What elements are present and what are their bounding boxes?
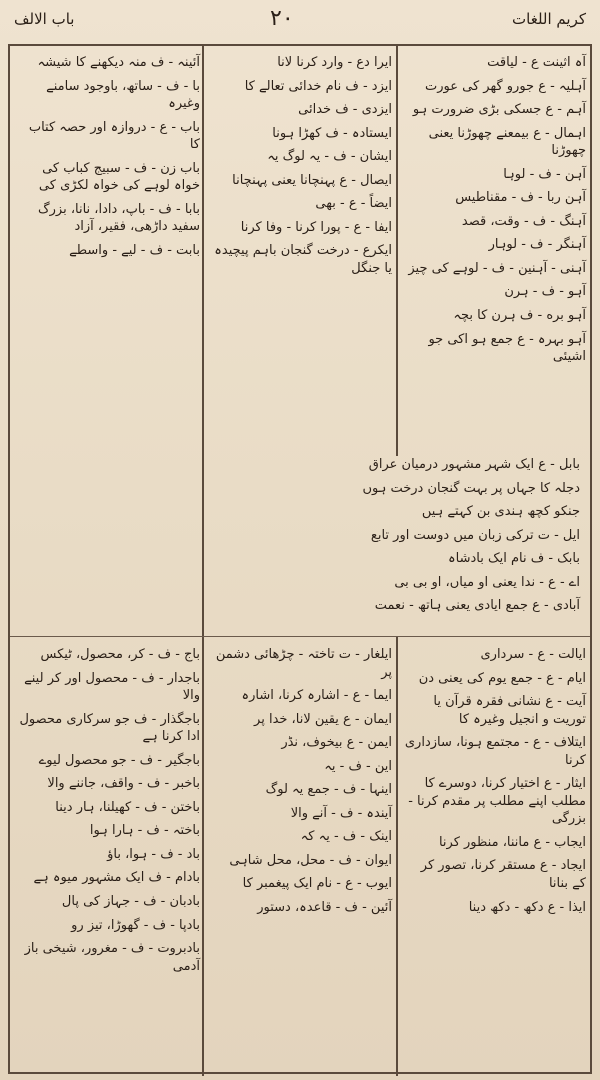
entry: بادبروت - ف - مغرور، شیخی باز آدمی <box>24 941 200 974</box>
entry: باد - ف - ہوا، باؤ <box>107 846 200 862</box>
book-title: کریم اللغات <box>512 10 586 28</box>
entry: آہن - ف - لوہا <box>503 166 586 182</box>
entry: ایجاب - ع ماننا، منظور کرنا <box>438 834 586 850</box>
entry: ایتلاف - ع - مجتمع ہونا، سازداری کرنا <box>404 735 586 768</box>
entry: ایل - ت ترکی زبان میں دوست اور تابع <box>370 527 580 543</box>
text-frame <box>8 44 592 1074</box>
column-left-lower <box>16 646 202 1066</box>
page-header <box>0 0 600 44</box>
column-divider <box>396 46 398 456</box>
entry: ایام - ع - جمع یوم کی یعنی دن <box>418 670 586 686</box>
column-middle <box>208 54 394 354</box>
entry: آہنی - آہنین - ف - لوہے کی چیز <box>408 260 586 276</box>
entry: ایکرع - درخت گنجان باہم پیچیدہ یا جنگل <box>214 243 392 276</box>
entry: بابت - ف - لیے - واسطے <box>69 242 200 258</box>
entry: بابا - ف - باپ، دادا، نانا، بزرگ سفید داڑھی، فقیر، آزاد <box>37 201 200 235</box>
entry: باختہ - ف - ہارا ہوا <box>89 823 200 839</box>
entry: باجدار - ف - محصول اور کر لینے والا <box>24 670 200 704</box>
column-middle-lower <box>208 646 394 1066</box>
entry: اینہا - ف - جمع یہ لوگ <box>265 782 392 798</box>
section-rule <box>10 636 590 637</box>
entry: باختن - ف - کھیلنا، ہار دینا <box>55 799 200 815</box>
entry: ایضاً - ع - بھی <box>315 196 392 212</box>
entry: آہلیہ - ع جورو گھر کی عورت <box>425 78 586 94</box>
column-right-lower <box>402 646 588 1066</box>
entry: آیت - ع نشانی فقرہ قرآن یا توریت و انجیل وغیرہ کا <box>433 694 586 727</box>
entry: اے - ع - ندا یعنی او میاں، او بی بی <box>394 574 580 590</box>
entry: ایوان - ف - محل، محل شاہی <box>229 852 392 868</box>
entry: اہمال - ع بیمعنے چھوڑنا یعنی چھوڑنا <box>428 125 586 159</box>
entry: باجگیر - ف - جو محصول لیوے <box>38 752 200 768</box>
entry: آیندہ - ف - آنے والا <box>290 805 392 821</box>
section-title: باب الالف <box>14 10 75 28</box>
entry: ایمان - ع یقین لانا، خدا پر <box>254 711 392 727</box>
entry: آہو - ف - ہرن <box>504 284 586 300</box>
entry: باب - ع - دروازہ اور حصہ کتاب کا <box>28 119 200 153</box>
entry: ایستادہ - ف کھڑا ہونا <box>272 125 392 141</box>
entry: آئین - ف - قاعدہ، دستور <box>257 900 392 916</box>
entry: اینک - ف - یہ کہ <box>300 829 392 845</box>
entry: ایزد - ف نام خدائی تعالے کا <box>244 78 392 94</box>
entry: بادام - ف ایک مشہور میوہ ہے <box>33 870 200 886</box>
entry: ایجاد - ع مستقر کرنا، تصور کر کے بنانا <box>420 858 586 892</box>
entry: آہنگر - ف - لوہار <box>488 237 586 253</box>
entry: ایشان - ف - یہ لوگ یہ <box>267 149 392 165</box>
entry: ایرا دع - وارد کرنا لانا <box>277 55 392 70</box>
entry: ایالت - ع - سرداری <box>480 647 586 662</box>
entry: آہو بره - ف ہرن کا بچہ <box>453 308 586 324</box>
entry: ایصال - ع پہنچانا یعنی پہنچانا <box>232 172 392 188</box>
entry: ایثار - ع اختیار کرنا، دوسرے کا مطلب اپنے مطلب پر مقدم کرنا - بزرگی <box>408 776 586 827</box>
entry: با - ف - ساتھ، باوجود سامنے وغیرہ <box>46 78 200 112</box>
wide-entries <box>16 456 582 615</box>
column-divider <box>202 636 204 1076</box>
entry: آئینہ - ف منہ دیکھنے کا شیشہ <box>37 55 200 70</box>
entry: آبادی - ع جمع ایادی یعنی ہاتھ - نعمت <box>374 598 580 614</box>
entry: جنکو کچھ ہندی بن کہتے ہیں <box>421 504 580 520</box>
page-number: ۲۰ <box>270 6 294 31</box>
entry: آہو بہرہ - ع جمع ہو اکی جو اشیئی <box>428 331 586 365</box>
column-left <box>16 54 202 354</box>
column-right <box>402 54 588 454</box>
entry: ایما - ع - اشارہ کرنا، اشارہ <box>241 688 392 704</box>
entry: آہنگ - ف - وقت، قصد <box>461 213 586 229</box>
entry: باخبر - ف - واقف، جاننے والا <box>47 776 200 792</box>
entry: ایزدی - ف خدائی <box>298 102 392 118</box>
entry: بادپا - ف - گھوڑا، تیز رو <box>71 917 200 933</box>
entry: ایفا - ع - پورا کرنا - وفا کرنا <box>240 219 392 235</box>
entry: آہ اثینت ع - لیاقت <box>487 55 586 70</box>
entry: بابل - ع ایک شہر مشہور درمیان عراق <box>368 457 580 472</box>
entry: این - ف - یہ <box>324 758 392 774</box>
entry: آہن ربا - ف - مقناطیس <box>455 190 586 206</box>
entry: بادبان - ف - جہاز کی پال <box>61 894 200 910</box>
entry: ایلغار - ت تاختہ - چڑھائی دشمن پر <box>215 647 392 680</box>
entry: باجگذار - ف جو سرکاری محصول ادا کرنا ہے <box>19 711 200 745</box>
entry: بابک - ف نام ایک بادشاہ <box>448 551 580 567</box>
entry: باب زن - ف - سبیج کباب کی خواہ لوہے کی خواہ لکڑی کی <box>38 160 200 194</box>
entry: دجلہ کا جہاں پر بہت گنجان درخت ہوں <box>362 480 580 496</box>
entry: ایمن - ع بیخوف، نڈر <box>281 735 392 751</box>
entry: آہم - ع جسکی بڑی ضرورت ہو <box>412 102 586 118</box>
entry: ایوب - ع - نام ایک پیغمبر کا <box>242 876 392 892</box>
entry: باج - ف - کر، محصول، ٹیکس <box>40 647 200 662</box>
column-divider <box>396 636 398 1076</box>
entry: ایذا - ع دکھ - دکھ دینا <box>468 899 586 915</box>
